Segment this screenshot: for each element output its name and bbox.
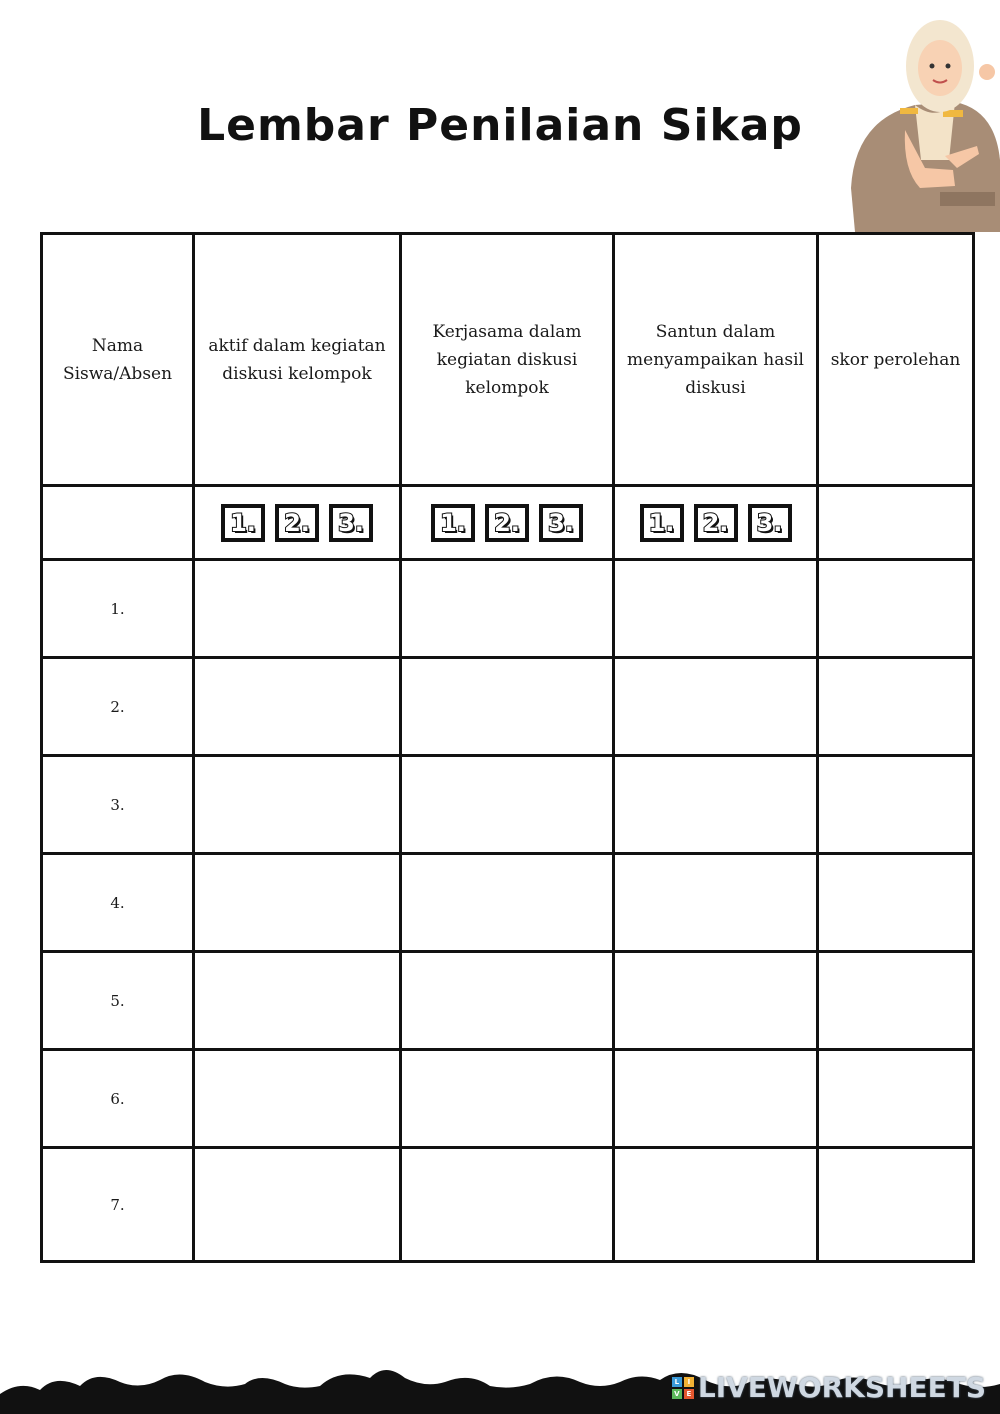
cooperation-cell[interactable]	[401, 1050, 614, 1148]
teacher-illustration	[845, 10, 1000, 232]
liveworksheets-brand	[672, 1371, 986, 1404]
active-cell[interactable]	[194, 1050, 401, 1148]
active-cell[interactable]	[194, 1148, 401, 1262]
assessment-table	[40, 232, 975, 1263]
table-row	[42, 756, 974, 854]
cooperation-cell[interactable]	[401, 658, 614, 756]
cooperation-cell[interactable]	[401, 560, 614, 658]
active-cell[interactable]	[194, 560, 401, 658]
table-row	[42, 854, 974, 952]
score-options-row	[42, 486, 974, 560]
score-option-1[interactable]: 1.	[640, 504, 684, 542]
score-cell[interactable]	[818, 854, 974, 952]
cooperation-cell[interactable]	[401, 1148, 614, 1262]
score-option-2[interactable]: 2.	[694, 504, 738, 542]
politeness-cell[interactable]	[614, 1050, 818, 1148]
politeness-cell[interactable]	[614, 1148, 818, 1262]
politeness-cell[interactable]	[614, 952, 818, 1050]
cooperation-cell[interactable]	[401, 952, 614, 1050]
score-option-2[interactable]: 2.	[485, 504, 529, 542]
row-number: 3.	[42, 756, 194, 854]
row-number: 6.	[42, 1050, 194, 1148]
score-options-total-empty	[818, 486, 974, 560]
politeness-cell[interactable]	[614, 658, 818, 756]
active-cell[interactable]	[194, 658, 401, 756]
header-active: aktif dalam kegiatan diskusi kelompok	[194, 234, 401, 486]
row-number: 1.	[42, 560, 194, 658]
score-cell[interactable]	[818, 1050, 974, 1148]
score-options-politeness	[614, 486, 818, 560]
score-cell[interactable]	[818, 658, 974, 756]
header-politeness: Santun dalam menyampaikan hasil diskusi	[614, 234, 818, 486]
score-option-1[interactable]: 1.	[221, 504, 265, 542]
row-number: 2.	[42, 658, 194, 756]
header-cooperation: Kerjasama dalam kegiatan diskusi kelompok	[401, 234, 614, 486]
score-cell[interactable]	[818, 560, 974, 658]
brand-name: LIVEWORKSHEETS	[697, 1371, 986, 1404]
score-option-3[interactable]: 3.	[539, 504, 583, 542]
active-cell[interactable]	[194, 756, 401, 854]
score-cell[interactable]	[818, 1148, 974, 1262]
table-row	[42, 952, 974, 1050]
page-title: Lembar Penilaian Sikap	[197, 100, 803, 151]
politeness-cell[interactable]	[614, 854, 818, 952]
header-student-name: Nama Siswa/Absen	[42, 234, 194, 486]
logo-letter-l: L	[672, 1377, 682, 1387]
row-number: 4.	[42, 854, 194, 952]
score-option-2[interactable]: 2.	[275, 504, 319, 542]
table-row	[42, 1148, 974, 1262]
score-option-3[interactable]: 3.	[329, 504, 373, 542]
active-cell[interactable]	[194, 854, 401, 952]
politeness-cell[interactable]	[614, 560, 818, 658]
row-number: 7.	[42, 1148, 194, 1262]
table-row	[42, 560, 974, 658]
header-row	[42, 234, 974, 486]
cooperation-cell[interactable]	[401, 756, 614, 854]
score-cell[interactable]	[818, 952, 974, 1050]
table-row	[42, 1050, 974, 1148]
score-options-empty-cell	[42, 486, 194, 560]
logo-letter-i: I	[684, 1377, 694, 1387]
score-option-3[interactable]: 3.	[748, 504, 792, 542]
cooperation-cell[interactable]	[401, 854, 614, 952]
liveworksheets-logo-icon	[672, 1377, 694, 1399]
score-options-cooperation	[401, 486, 614, 560]
row-number: 5.	[42, 952, 194, 1050]
score-cell[interactable]	[818, 756, 974, 854]
active-cell[interactable]	[194, 952, 401, 1050]
logo-letter-v: V	[672, 1389, 682, 1399]
score-options-active	[194, 486, 401, 560]
table-row	[42, 658, 974, 756]
logo-letter-e: E	[684, 1389, 694, 1399]
score-option-1[interactable]: 1.	[431, 504, 475, 542]
header-score: skor perolehan	[818, 234, 974, 486]
politeness-cell[interactable]	[614, 756, 818, 854]
